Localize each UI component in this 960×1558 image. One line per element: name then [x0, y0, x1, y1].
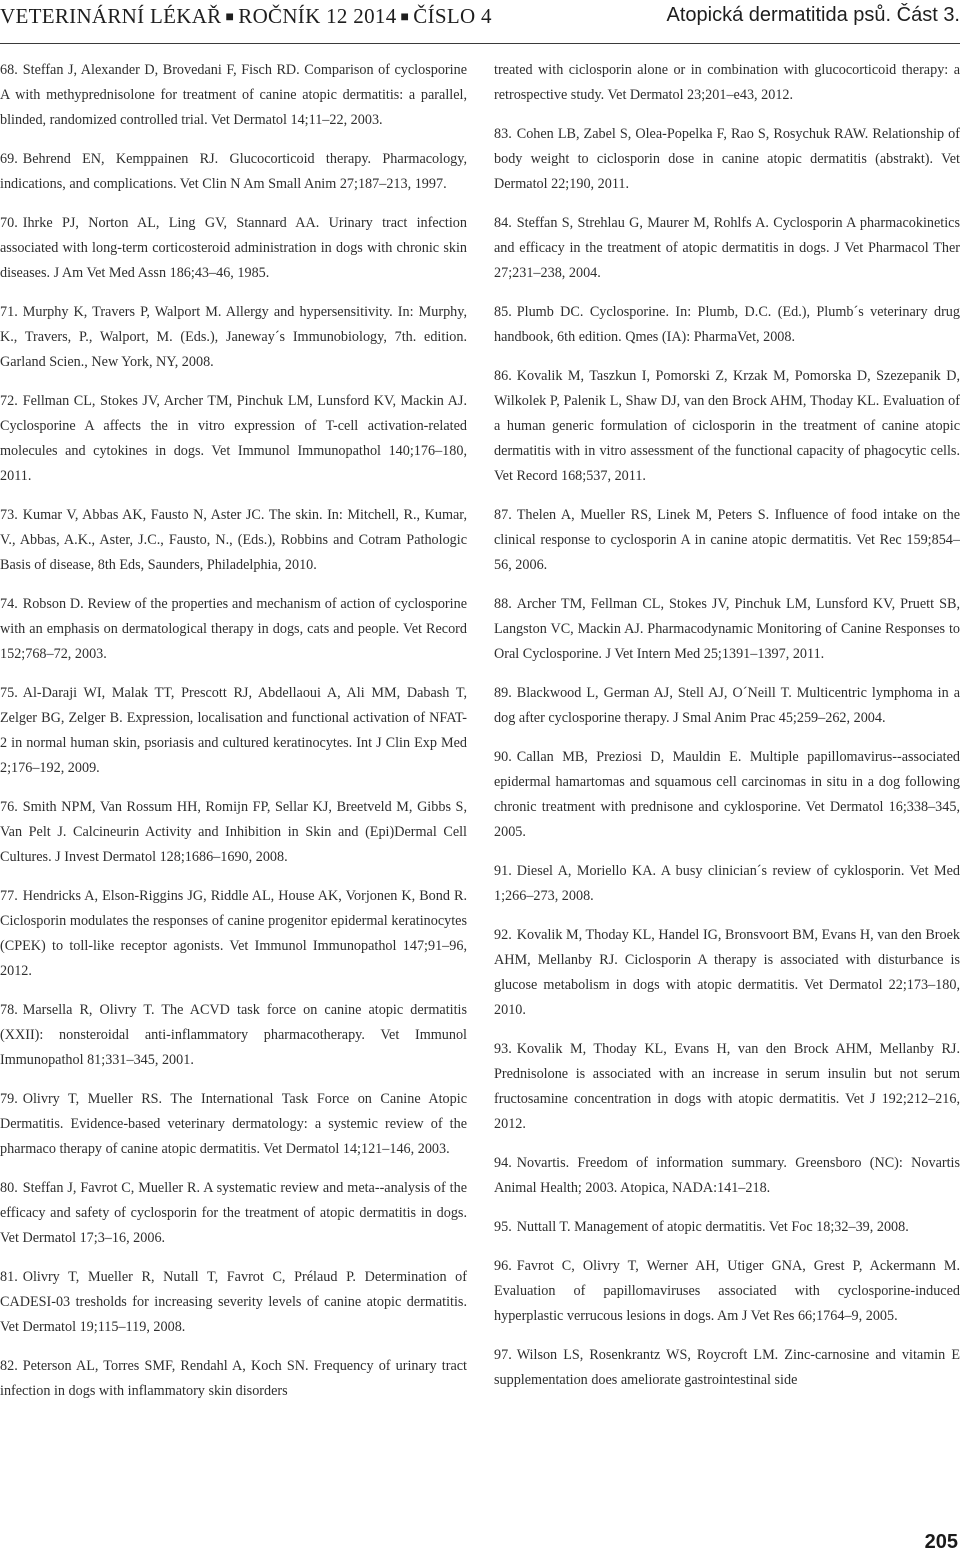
reference-item	[494, 1151, 960, 1201]
reference-text: Al-Daraji WI, Malak TT, Prescott RJ, Abdellaoui A, Ali MM, Dabash T, Zelger BG, Zelger B. Expression, localisation and functional activation of NFAT-2 in normal human skin, psoriasis and cultured keratinocytes. Int J Clin Exp Med 2;176–192, 2009.	[0, 685, 467, 776]
reference-item	[0, 998, 467, 1073]
reference-text: Steffan S, Strehlau G, Maurer M, Rohlfs A. Cyclosporin A pharmacokinetics and efficacy in the treatment of atopic dermatitis in dogs. J Vet Pharmacol Ther 27;231–238, 2004.	[494, 215, 960, 281]
reference-text: Hendricks A, Elson-Riggins JG, Riddle AL, House AK, Vorjonen K, Bond R. Ciclosporin modulates the responses of canine progenitor epidermal keratinocytes (CPEK) to toll-like receptor agonists. Vet Immunol Immunopathol 147;91–96, 2012.	[0, 888, 467, 979]
reference-text: Steffan J, Alexander D, Brovedani F, Fisch RD. Comparison of cyclosporine A with methyprednisolone for treatment of canine atopic dermatitis: a parallel, blinded, randomized controlled trial. Vet Dermatol 14;11–22, 2003.	[0, 62, 467, 128]
reference-item	[494, 745, 960, 845]
reference-text: Archer TM, Fellman CL, Stokes JV, Pinchuk LM, Lunsford KV, Pruett SB, Langston VC, Mackin AJ. Pharmacodynamic Monitoring of Canine Responses to Oral Cyclosporine. J Vet Intern Med 25;1391–1397, 2011.	[494, 596, 960, 662]
journal-issue: ČÍSLO 4	[413, 4, 492, 28]
reference-text: Plumb DC. Cyclosporine. In: Plumb, D.C. (Ed.), Plumb´s veterinary drug handbook, 6th edition. Qmes (IA): PharmaVet, 2008.	[494, 304, 960, 345]
journal-volume: ROČNÍK 12	[238, 4, 348, 28]
reference-number: 82.	[0, 1358, 18, 1374]
reference-number: 78.	[0, 1002, 18, 1018]
separator-square-icon: ■	[225, 10, 235, 25]
reference-number: 86.	[494, 368, 512, 384]
reference-number: 74.	[0, 596, 18, 612]
reference-item	[494, 923, 960, 1023]
reference-text: Steffan J, Favrot C, Mueller R. A systematic review and meta--analysis of the efficacy and safety of cyclosporin for the treatment of atopic dermatitis in dogs. Vet Dermatol 17;3–16, 2006.	[0, 1180, 467, 1246]
reference-text: Kovalik M, Thoday KL, Handel IG, Bronsvoort BM, Evans H, van den Broek AHM, Mellanby RJ. Ciclosporin A therapy is associated with disturbance is glucose metabolism in dogs with atopic dermatitis. Vet Dermatol 22;173–180, 2010.	[494, 927, 960, 1018]
reference-number: 84.	[494, 215, 512, 231]
reference-item	[0, 300, 467, 375]
references-right-column	[494, 58, 960, 1407]
reference-text: Peterson AL, Torres SMF, Rendahl A, Koch SN. Frequency of urinary tract infection in dogs with inflammatory skin disorders	[0, 1358, 467, 1399]
reference-item	[0, 1176, 467, 1251]
reference-text: Diesel A, Moriello KA. A busy clinician´s review of cyklosporin. Vet Med 1;266–273, 2008.	[494, 863, 960, 904]
reference-number: 75.	[0, 685, 18, 701]
reference-item	[0, 1265, 467, 1340]
reference-text: Favrot C, Olivry T, Werner AH, Utiger GNA, Grest P, Ackermann M. Evaluation of papillomaviruses associated with cyclosporine-induced hyperplastic verrucous lesions in dogs. Am J Vet Res 66;1764–9, 2005.	[494, 1258, 960, 1324]
reference-text: Olivry T, Mueller RS. The International Task Force on Canine Atopic Dermatitis. Evidence-based veterinary dermatology: a systemic review of the pharmaco therapy of canine atopic dermatitis. Vet Dermatol 14;121–146, 2003.	[0, 1091, 467, 1157]
reference-number: 70.	[0, 215, 18, 231]
reference-text: Kumar V, Abbas AK, Fausto N, Aster JC. The skin. In: Mitchell, R., Kumar, V., Abbas, A.K., Aster, J.C., Fausto, N., (Eds.), Robbins and Cotram Pathologic Basis of disease, 8th Eds, Saunders, Philadelphia, 2010.	[0, 507, 467, 573]
reference-item	[494, 503, 960, 578]
reference-text: Smith NPM, Van Rossum HH, Romijn FP, Sellar KJ, Breetveld M, Gibbs S, Van Pelt J. Calcineurin Activity and Inhibition in Skin and (Epi)Dermal Cell Cultures. J Invest Dermatol 128;1686–1690, 2008.	[0, 799, 467, 865]
reference-number: 83.	[494, 126, 512, 142]
page-number: 205	[924, 1531, 958, 1553]
section-title: Atopická dermatitida psů. Část 3.	[666, 4, 960, 26]
reference-number: 97.	[494, 1347, 512, 1363]
separator-square-icon: ■	[400, 10, 410, 25]
reference-number: 94.	[494, 1155, 512, 1171]
reference-item	[494, 681, 960, 731]
reference-item	[0, 884, 467, 984]
reference-number: 95.	[494, 1219, 512, 1235]
reference-number: 87.	[494, 507, 512, 523]
reference-number: 85.	[494, 304, 512, 320]
reference-number: 73.	[0, 507, 18, 523]
reference-item	[0, 795, 467, 870]
reference-number: 92.	[494, 927, 512, 943]
reference-item	[494, 211, 960, 286]
reference-text: Kovalik M, Taszkun I, Pomorski Z, Krzak M, Pomorska D, Szezepanik D, Wilkolek P, Palenik L, Shaw DJ, van den Brock AHM, Thoday KL. Evaluation of a human generic formulation of ciclosporin in the treatment of canine atopic dermatitis with in vitro assessment of the functional capacity of phagocytic cells. Vet Record 168;537, 2011.	[494, 368, 960, 484]
reference-number: 80.	[0, 1180, 18, 1196]
reference-number: 72.	[0, 393, 18, 409]
reference-item	[494, 592, 960, 667]
reference-text: Behrend EN, Kemppainen RJ. Glucocorticoid therapy. Pharmacology, indications, and complications. Vet Clin N Am Small Anim 27;187–213, 1997.	[0, 151, 467, 192]
reference-number: 69.	[0, 151, 18, 167]
reference-number: 91.	[494, 863, 512, 879]
reference-number: 77.	[0, 888, 18, 904]
reference-text: Callan MB, Preziosi D, Mauldin E. Multiple papillomavirus--associated epidermal hamartomas and squamous cell carcinomas in situ in a dog following chronic treatment with prednisone and cyklosporine. Vet Dermatol 16;338–345, 2005.	[494, 749, 960, 840]
reference-number: 76.	[0, 799, 18, 815]
reference-item	[494, 1254, 960, 1329]
page-header	[0, 0, 960, 44]
reference-item	[0, 1354, 467, 1404]
reference-item	[494, 58, 960, 108]
reference-text: Nuttall T. Management of atopic dermatitis. Vet Foc 18;32–39, 2008.	[516, 1219, 909, 1235]
reference-item	[494, 300, 960, 350]
reference-item	[494, 1215, 960, 1240]
reference-number: 93.	[494, 1041, 512, 1057]
journal-year: 2014	[353, 4, 397, 28]
reference-text: Novartis. Freedom of information summary. Greensboro (NC): Novartis Animal Health; 2003. Atopica, NADA:141–218.	[494, 1155, 960, 1196]
reference-item	[494, 364, 960, 489]
reference-item	[0, 681, 467, 781]
reference-text: Blackwood L, German AJ, Stell AJ, O´Neill T. Multicentric lymphoma in a dog after cyclosporine therapy. J Smal Anim Prac 45;259–262, 2004.	[494, 685, 960, 726]
journal-title	[0, 4, 492, 29]
reference-text: Marsella R, Olivry T. The ACVD task force on canine atopic dermatitis (XXII): nonsteroidal anti-inflammatory pharmacotherapy. Vet Immunol Immunopathol 81;331–345, 2001.	[0, 1002, 467, 1068]
reference-number: 81.	[0, 1269, 18, 1285]
reference-item	[0, 211, 467, 286]
reference-item	[494, 859, 960, 909]
reference-text: Robson D. Review of the properties and mechanism of action of cyclosporine with an emphasis on dermatological therapy in dogs, cats and people. Vet Record 152;768–72, 2003.	[0, 596, 467, 662]
reference-text: Wilson LS, Rosenkrantz WS, Roycroft LM. Zinc-carnosine and vitamin E supplementation does ameliorate gastrointestinal side	[494, 1347, 960, 1388]
reference-item	[0, 58, 467, 133]
reference-number: 90.	[494, 749, 512, 765]
reference-item	[494, 122, 960, 197]
reference-text: Kovalik M, Thoday KL, Evans H, van den Brock AHM, Mellanby RJ. Prednisolone is associated with an increase in serum insulin but not serum fructosamine concentration in dogs with atopic dermatitis. Vet J 192;212–216, 2012.	[494, 1041, 960, 1132]
reference-item	[0, 147, 467, 197]
reference-item	[494, 1343, 960, 1393]
reference-number: 71.	[0, 304, 18, 320]
reference-item	[494, 1037, 960, 1137]
references-left-column	[0, 58, 467, 1418]
reference-item	[0, 503, 467, 578]
reference-number: 96.	[494, 1258, 512, 1274]
journal-name: VETERINÁRNÍ LÉKAŘ	[0, 4, 222, 28]
reference-number: 88.	[494, 596, 512, 612]
reference-text: Olivry T, Mueller R, Nutall T, Favrot C, Prélaud P. Determination of CADESI-03 tresholds for increasing severity levels of canine atopic dermatitis. Vet Dermatol 19;115–119, 2008.	[0, 1269, 467, 1335]
reference-number: 79.	[0, 1091, 18, 1107]
reference-text: treated with ciclosporin alone or in combination with glucocorticoid therapy: a retrospective study. Vet Dermatol 23;201–e43, 2012.	[494, 62, 960, 103]
reference-item	[0, 592, 467, 667]
reference-number: 89.	[494, 685, 512, 701]
reference-item	[0, 1087, 467, 1162]
reference-text: Cohen LB, Zabel S, Olea-Popelka F, Rao S, Rosychuk RAW. Relationship of body weight to ciclosporin dose in canine atopic dermatitis (abstrakt). Vet Dermatol 22;190, 2011.	[494, 126, 960, 192]
reference-text: Ihrke PJ, Norton AL, Ling GV, Stannard AA. Urinary tract infection associated with long-term corticosteroid administration in dogs with chronic skin diseases. J Am Vet Med Assn 186;43–46, 1985.	[0, 215, 467, 281]
reference-number: 68.	[0, 62, 18, 78]
reference-text: Thelen A, Mueller RS, Linek M, Peters S. Influence of food intake on the clinical response to cyclosporin A in canine atopic dermatitis. Vet Rec 159;854–56, 2006.	[494, 507, 960, 573]
reference-item	[0, 389, 467, 489]
reference-text: Murphy K, Travers P, Walport M. Allergy and hypersensitivity. In: Murphy, K., Travers, P., Walport, M. (Eds.), Janeway´s Immunobiology, 7th. edition. Garland Scien., New York, NY, 2008.	[0, 304, 467, 370]
reference-text: Fellman CL, Stokes JV, Archer TM, Pinchuk LM, Lunsford KV, Mackin AJ. Cyclosporine A affects the in vitro expression of T-cell activation-related molecules and cytokines in dogs. Vet Immunol Immunopathol 140;176–180, 2011.	[0, 393, 467, 484]
